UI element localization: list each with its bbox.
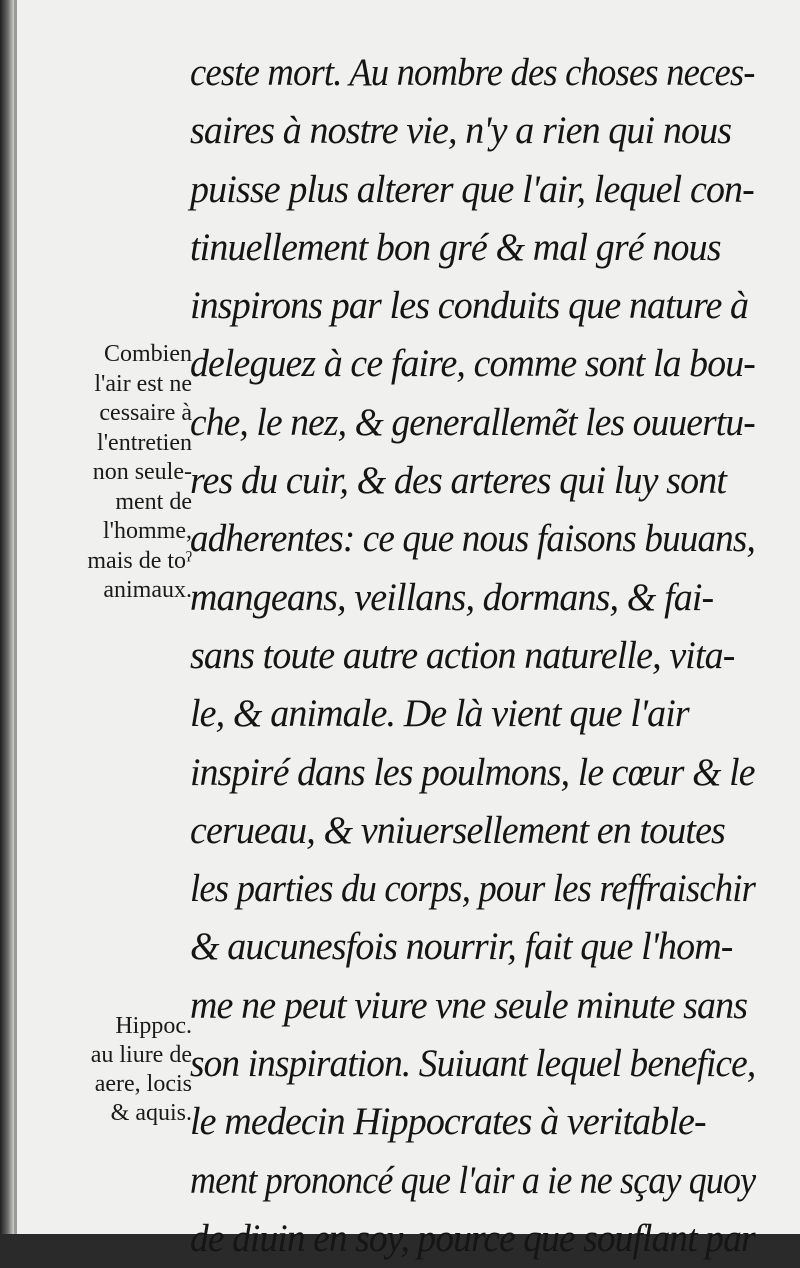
text-line: le medecin Hippocrates à veritable- bbox=[190, 1100, 706, 1144]
margin-note-air-necessity bbox=[32, 340, 192, 606]
margin-note-line: animaux. bbox=[103, 577, 192, 603]
text-line: res du cuir, & des arteres qui luy sont bbox=[190, 459, 727, 503]
text-line: saires à nostre vie, n'y a rien qui nous bbox=[190, 109, 732, 153]
margin-note-line: non seule- bbox=[92, 459, 192, 485]
text-line: ment prononcé que l'air a ie ne sçay quoy bbox=[190, 1158, 756, 1202]
text-line: les parties du corps, pour les reffraischir bbox=[190, 867, 756, 911]
text-line: puisse plus alterer que l'air, lequel con- bbox=[190, 167, 754, 211]
text-line: deleguez à ce faire, comme sont la bou- bbox=[190, 342, 755, 386]
text-line: sans toute autre action naturelle, vita- bbox=[190, 633, 735, 677]
margin-note-line: au liure de bbox=[90, 1042, 192, 1068]
text-line: son inspiration. Suiuant lequel benefice, bbox=[190, 1042, 756, 1086]
text-line: tinuellement bon gré & mal gré nous bbox=[190, 225, 721, 269]
text-line: cerueau, & vniuersellement en toutes bbox=[190, 808, 725, 852]
margin-note-line: l'entretien bbox=[97, 429, 192, 456]
margin-note-hippocrates bbox=[32, 1012, 192, 1128]
margin-note-line: & aquis. bbox=[110, 1100, 192, 1126]
main-text-block bbox=[190, 44, 770, 1268]
margin-note-line: l'homme, bbox=[103, 518, 192, 544]
text-line: le, & animale. De là vient que l'air bbox=[190, 692, 689, 736]
binding-edge bbox=[0, 0, 14, 1234]
margin-note-line: aere, locis bbox=[94, 1071, 192, 1097]
text-line: ceste mort. Au nombre des choses neces- bbox=[190, 51, 755, 94]
page-fold bbox=[14, 0, 17, 1234]
margin-note-line: l'air est ne bbox=[94, 370, 192, 397]
text-line: adherentes: ce que nous faisons buuans, bbox=[190, 517, 755, 561]
margin-note-line: ment de bbox=[115, 488, 192, 515]
text-line: che, le nez, & generallemẽt les ouuertu- bbox=[190, 400, 755, 444]
margin-note-line: cessaire à bbox=[99, 400, 192, 426]
text-line: mangeans, veillans, dormans, & fai- bbox=[190, 575, 714, 619]
text-line: de diuin en soy, pource que souflant par bbox=[190, 1216, 755, 1260]
text-line: inspirons par les conduits que nature à bbox=[190, 284, 749, 328]
text-line: inspiré dans les poulmons, le cœur & le bbox=[190, 750, 755, 794]
margin-note-line: mais de toˀ bbox=[87, 547, 192, 574]
text-line: & aucunesfois nourrir, fait que l'hom- bbox=[190, 925, 733, 969]
margin-note-line: Combien bbox=[104, 341, 192, 367]
text-line: me ne peut viure vne seule minute sans bbox=[190, 983, 748, 1027]
margin-note-line: Hippoc. bbox=[115, 1013, 192, 1039]
